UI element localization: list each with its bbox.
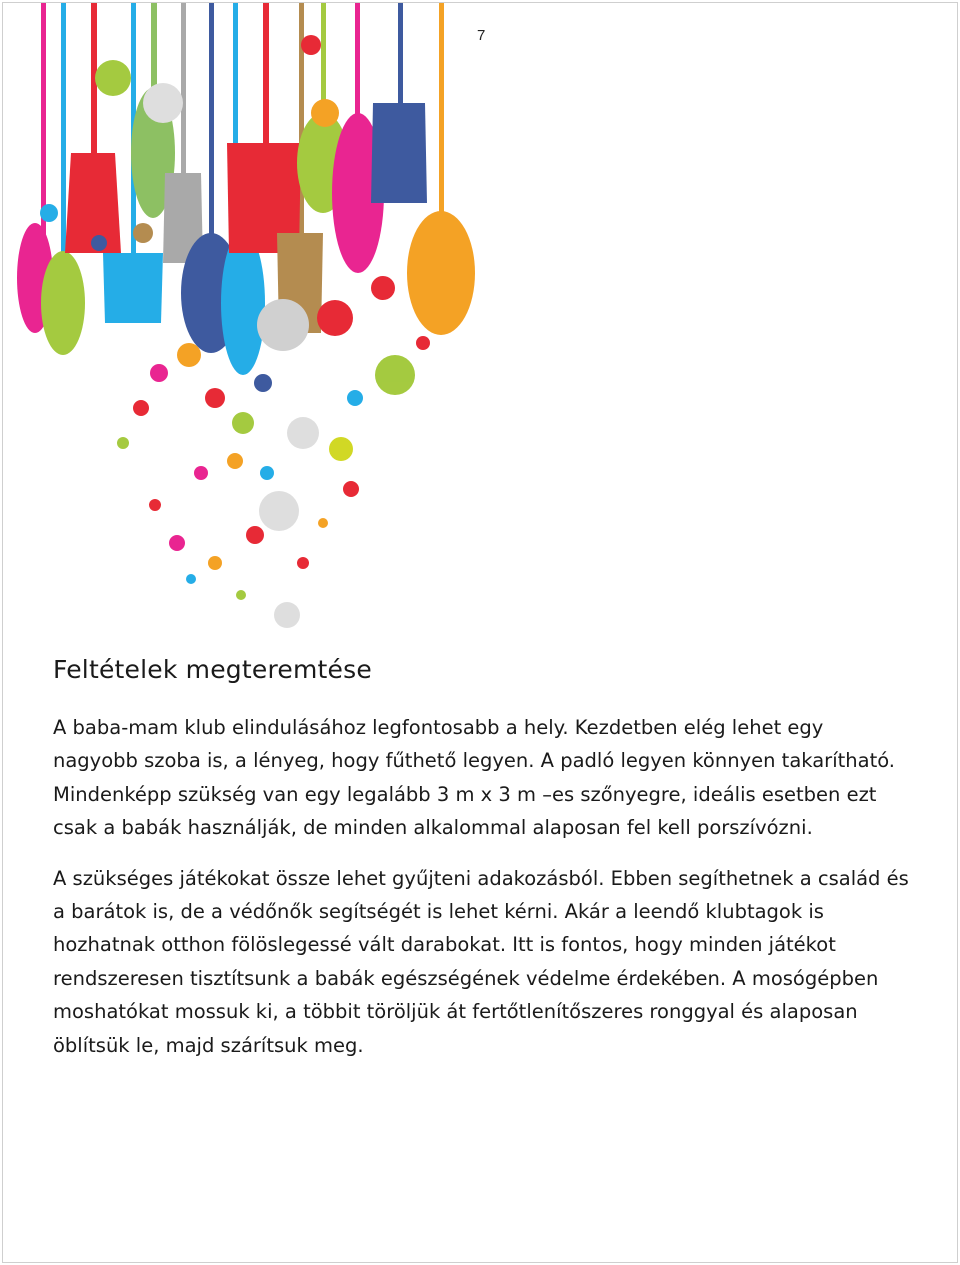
page-number: 7 [477, 27, 486, 44]
document-page [2, 2, 958, 1263]
utensils-illustration [3, 3, 523, 643]
paragraph: A baba-mam klub elindulásához legfontosabb a hely. Kezdetben elég lehet egy nagyobb szoba is, a lényeg, hogy fűthető legyen. A padló legyen könnyen takarítható. Mindenképp szükség van egy legalább 3 m x 3 m –es szőnyegre, ideális esetben ezt csak a babák használják, de minden alkalommal alaposan fel kell porszívózni. [53, 716, 895, 840]
paragraph: A szükséges játékokat össze lehet gyűjteni adakozásból. Ebben segíthetnek a család és a barátok is, de a védőnők segítségét is lehet kérni. Akár a leendő klubtagok is hozhatnak otthon fölöslegessé vált darabokat. Itt is fontos, hogy minden játékot rendszeresen tisztítsunk a babák egészségének védelme érdekében. A mosógépben moshatókat mossuk ki, a többit töröljük át fertőtlenítőszeres ronggyal és alaposan öblítsük le, majd szárítsuk meg. [53, 866, 909, 1057]
section-heading: Feltételek megteremtése [53, 655, 372, 684]
section-body [53, 711, 913, 1079]
